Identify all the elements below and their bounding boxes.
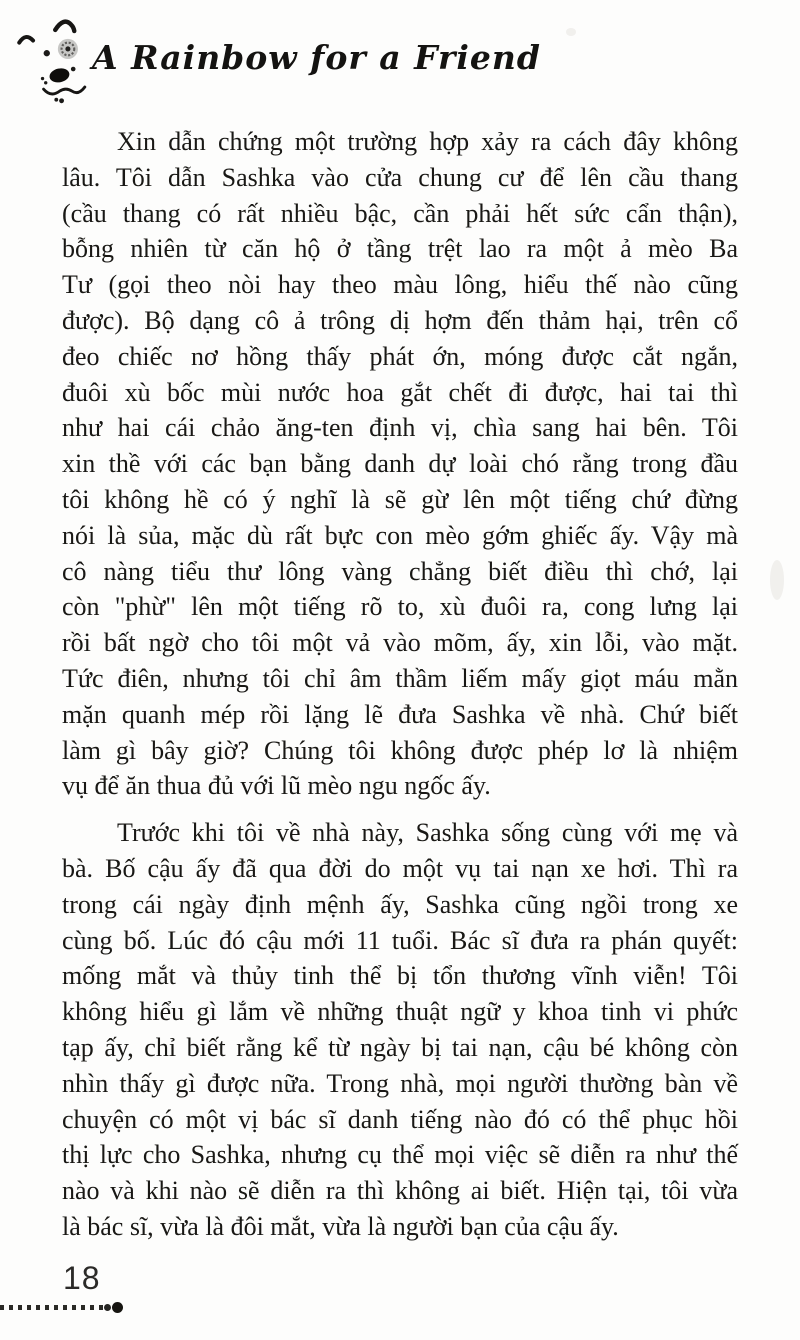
text-line: được). Bộ dạng cô ả trông dị hợm đến thảm hại, trên cổ — [62, 305, 738, 335]
text-line: nào và khi nào sẽ diễn ra thì không ai biết. Hiện tại, tôi vừa — [62, 1176, 738, 1206]
text-line: cùng bố. Lúc đó cậu mới 11 tuổi. Bác sĩ đưa ra phán quyết: — [62, 925, 738, 955]
scan-smudge — [566, 28, 576, 36]
text-line: nói là sủa, mặc dù rất bực con mèo gớm ghiếc ấy. Vậy mà — [62, 520, 738, 550]
text-line: còn "phừ" lên một tiếng rõ to, xù đuôi ra, cong lưng lại — [62, 592, 738, 622]
text-line: không hiểu gì lắm về những thuật ngữ y khoa tinh vi phức — [62, 997, 738, 1027]
footer-dotted-rule — [0, 1305, 103, 1310]
text-line: chuyện có một vị bác sĩ danh tiếng nào đó có thể phục hồi — [62, 1104, 738, 1134]
dog-face-doodle-icon — [14, 14, 88, 104]
page-number: 18 — [63, 1260, 101, 1296]
text-line: Tức điên, nhưng tôi chỉ âm thầm liếm mấy giọt máu mằn — [62, 663, 738, 693]
text-line: rồi bất ngờ cho tôi một vả vào mõm, ấy, xin lỗi, vào mặt. — [62, 628, 738, 658]
text-line: làm gì bây giờ? Chúng tôi không được phép lơ là nhiệm — [62, 735, 738, 765]
text-line: xin thề với các bạn bằng danh dự loài chó rằng trong đầu — [62, 449, 738, 479]
text-line: cô nàng tiểu thư lông vàng chẳng biết điều thì chớ, lại — [62, 556, 738, 586]
text-line: thị lực cho Sashka, nhưng cụ thể mọi việc sẽ diễn ra như thế — [62, 1140, 738, 1170]
text-line: đuôi xù bốc mùi nước hoa gắt chết đi được, hai tai thì — [62, 377, 738, 407]
text-line: tạp ấy, chỉ biết rằng kể từ ngày bị tai nạn, cậu bé không còn — [62, 1032, 738, 1062]
text-line: tôi không hề có ý nghĩ là sẽ gừ lên một tiếng chứ đừng — [62, 484, 738, 514]
footer-dot-large — [112, 1302, 123, 1313]
text-line: Xin dẫn chứng một trường hợp xảy ra cách đây không — [117, 127, 738, 156]
text-line: là bác sĩ, vừa là đôi mắt, vừa là người bạn của cậu ấy. — [62, 1211, 619, 1241]
footer-dot-medium — [104, 1304, 111, 1311]
text-line: đeo chiếc nơ hồng thấy phát ớn, móng được cắt ngắn, — [62, 341, 738, 371]
text-line: vụ để ăn thua đủ với lũ mèo ngu ngốc ấy. — [62, 771, 491, 801]
text-line: bà. Bố cậu ấy đã qua đời do một vụ tai nạn xe hơi. Thì ra — [62, 853, 738, 883]
text-line: nhìn thấy gì được nữa. Trong nhà, mọi người thường bàn về — [62, 1068, 738, 1098]
text-line: mặn quanh mép rồi lặng lẽ đưa Sashka về nhà. Chứ biết — [62, 699, 738, 729]
text-line: mống mắt và thủy tinh thể bị tổn thương vĩnh viễn! Tôi — [62, 961, 738, 991]
text-line: như hai cái chảo ăng-ten định vị, chìa sang hai bên. Tôi — [62, 413, 738, 443]
text-line: bỗng nhiên từ căn hộ ở tầng trệt lao ra một ả mèo Ba — [62, 234, 738, 264]
text-line: lâu. Tôi dẫn Sashka vào cửa chung cư để lên cầu thang — [62, 162, 738, 192]
paragraph — [62, 124, 738, 804]
text-line: Tư (gọi theo nòi hay theo màu lông, hiểu thế nào cũng — [62, 270, 738, 300]
scan-smudge — [770, 560, 784, 600]
text-line: trong cái ngày định mệnh ấy, Sashka cũng ngồi trong xe — [62, 889, 738, 919]
body-text — [62, 124, 738, 1256]
paragraph — [62, 815, 738, 1245]
text-line: Trước khi tôi về nhà này, Sashka sống cùng với mẹ và — [117, 818, 738, 848]
text-line: (cầu thang có rất nhiều bậc, cần phải hết sức cẩn thận), — [62, 198, 738, 228]
running-head-title: A Rainbow for a Friend — [92, 38, 541, 77]
